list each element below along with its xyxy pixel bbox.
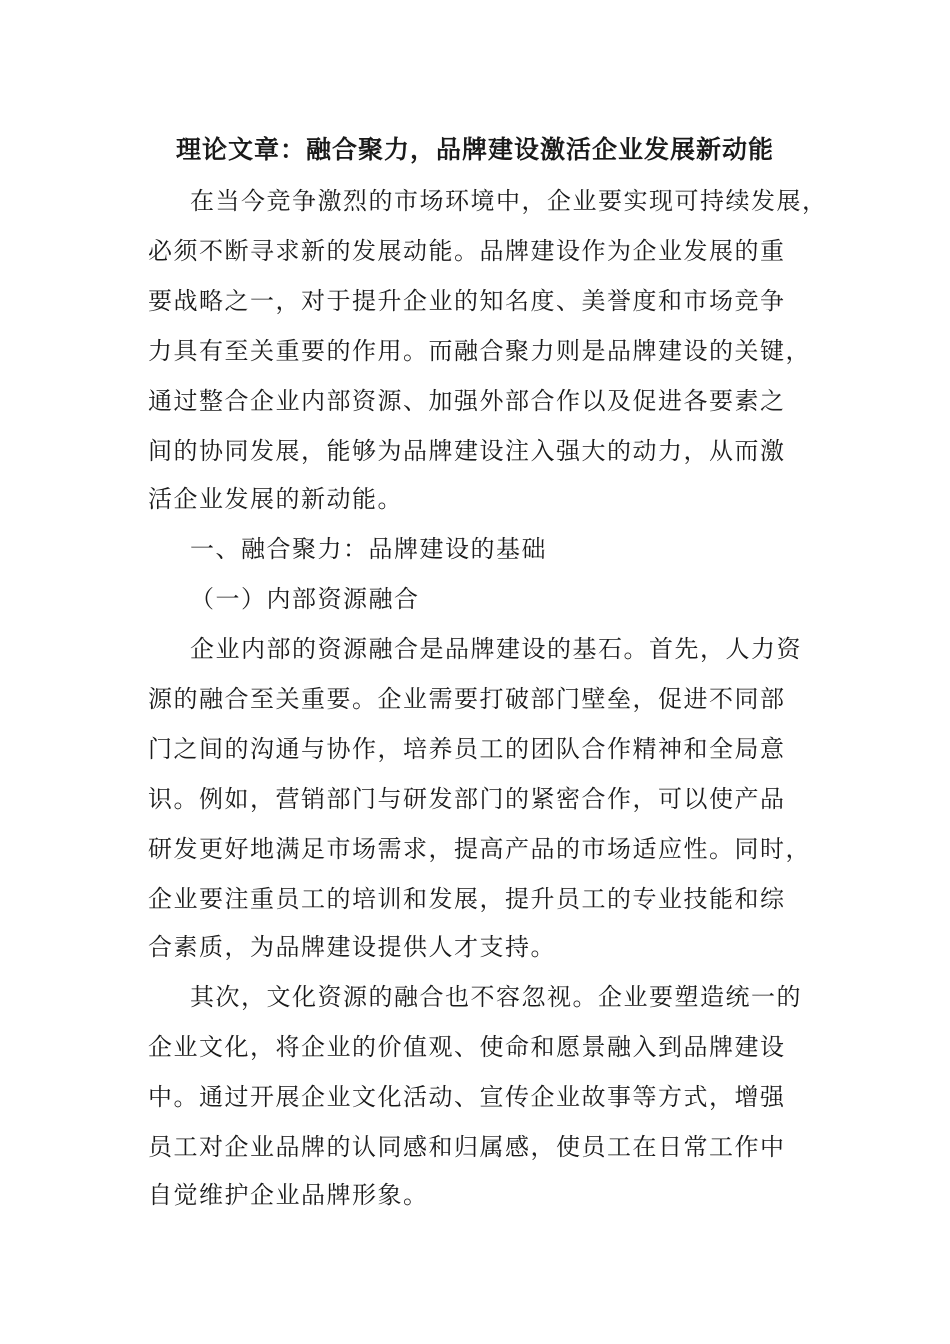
paragraph-line: 其次，文化资源的融合也不容忽视。企业要塑造统一的 — [190, 983, 802, 1011]
paragraph-line: 合素质，为品牌建设提供人才支持。 — [148, 933, 556, 961]
subsection-heading: （一）内部资源融合 — [190, 585, 420, 613]
paragraph-line: 间的协同发展，能够为品牌建设注入强大的动力，从而激 — [148, 437, 786, 465]
paragraph-line: 要战略之一，对于提升企业的知名度、美誉度和市场竞争 — [148, 287, 786, 315]
paragraph-line: 企业文化，将企业的价值观、使命和愿景融入到品牌建设 — [148, 1033, 786, 1061]
paragraph-line: 中。通过开展企业文化活动、宣传企业故事等方式，增强 — [148, 1083, 786, 1111]
section-heading: 一、融合聚力：品牌建设的基础 — [190, 535, 547, 563]
paragraph-line: 门之间的沟通与协作，培养员工的团队合作精神和全局意 — [148, 735, 786, 763]
paragraph-line: 在当今竞争激烈的市场环境中，企业要实现可持续发展， — [190, 187, 828, 215]
paragraph-line: 必须不断寻求新的发展动能。品牌建设作为企业发展的重 — [148, 237, 786, 265]
paragraph-line: 员工对企业品牌的认同感和归属感，使员工在日常工作中 — [148, 1133, 786, 1161]
paragraph-line: 研发更好地满足市场需求，提高产品的市场适应性。同时， — [148, 835, 811, 863]
paragraph-line: 源的融合至关重要。企业需要打破部门壁垒，促进不同部 — [148, 685, 786, 713]
paragraph-line: 活企业发展的新动能。 — [148, 485, 403, 513]
paragraph-line: 企业内部的资源融合是品牌建设的基石。首先，人力资 — [190, 635, 802, 663]
paragraph-line: 企业要注重员工的培训和发展，提升员工的专业技能和综 — [148, 885, 786, 913]
paragraph-line: 自觉维护企业品牌形象。 — [148, 1181, 429, 1209]
paragraph-line: 力具有至关重要的作用。而融合聚力则是品牌建设的关键， — [148, 337, 811, 365]
document-title: 理论文章：融合聚力，品牌建设激活企业发展新动能 — [175, 135, 774, 164]
paragraph-line: 通过整合企业内部资源、加强外部合作以及促进各要素之 — [148, 387, 786, 415]
paragraph-line: 识。例如，营销部门与研发部门的紧密合作，可以使产品 — [148, 785, 786, 813]
